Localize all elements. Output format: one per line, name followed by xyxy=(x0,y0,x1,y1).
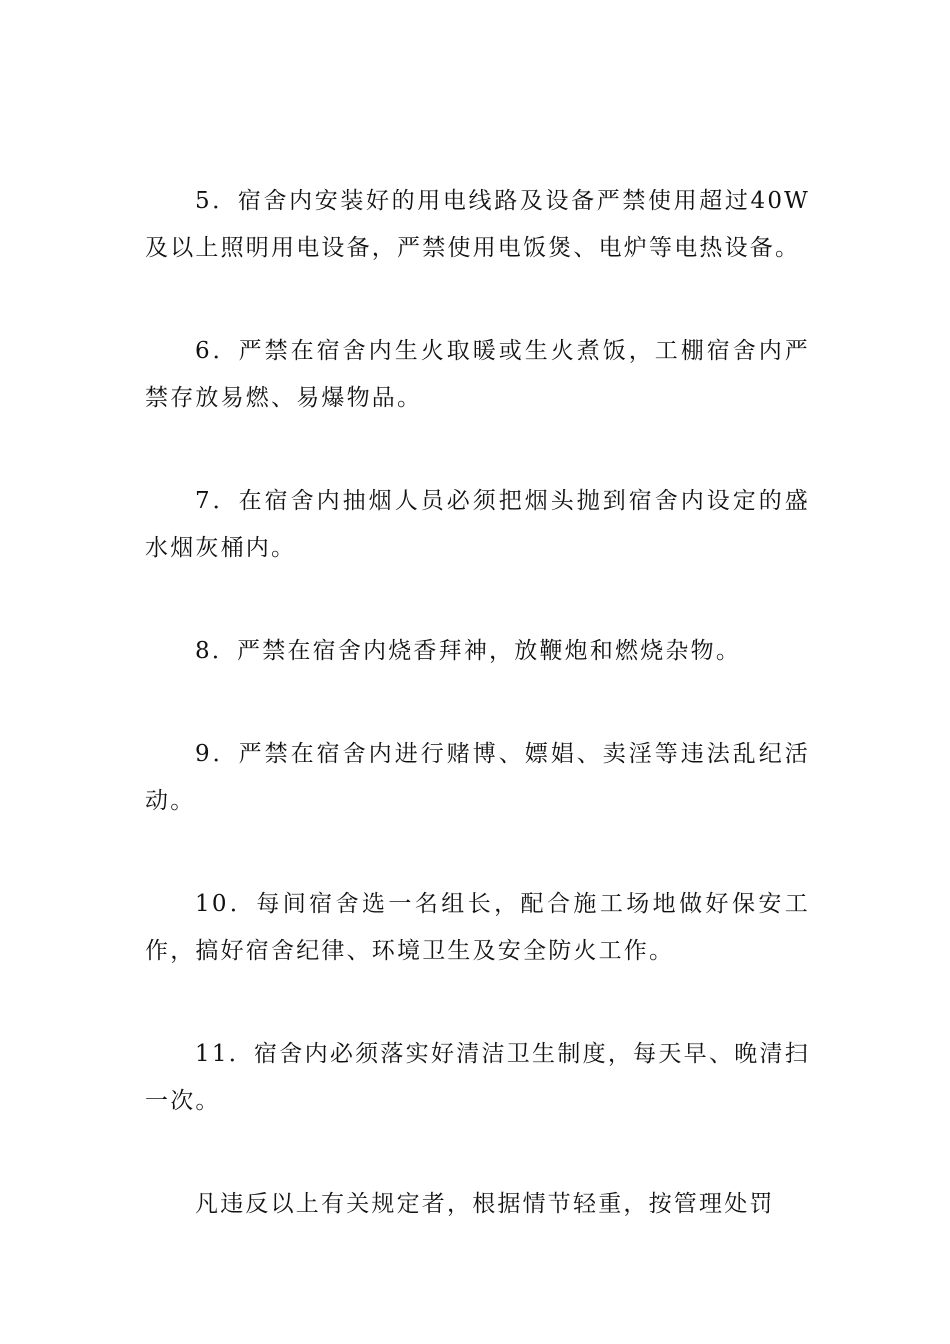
paragraph-rule-8: 8．严禁在宿舍内烧香拜神，放鞭炮和燃烧杂物。 xyxy=(195,638,742,664)
paragraph-rule-7: 7．在宿舍内抽烟人员必须把烟头抛到宿舍内设定的盛水烟灰桶内。 xyxy=(145,488,810,561)
paragraph-rule-11: 11．宿舍内必须落实好清洁卫生制度，每天早、晚清扫一次。 xyxy=(145,1041,810,1114)
document-body xyxy=(145,178,810,1284)
paragraph-rule-6: 6．严禁在宿舍内生火取暖或生火煮饭，工棚宿舍内严禁存放易燃、易爆物品。 xyxy=(145,338,810,411)
paragraph-rule-5: 5．宿舍内安装好的用电线路及设备严禁使用超过40W及以上照明用电设备，严禁使用电饭煲、电炉等电热设备。 xyxy=(145,188,810,261)
paragraph-penalty-clause: 凡违反以上有关规定者，根据情节轻重，按管理处罚 xyxy=(195,1191,775,1217)
paragraph-rule-10: 10．每间宿舍选一名组长，配合施工场地做好保安工作，搞好宿舍纪律、环境卫生及安全防火工作。 xyxy=(145,891,810,964)
paragraph-rule-9: 9．严禁在宿舍内进行赌博、嫖娼、卖淫等违法乱纪活动。 xyxy=(145,741,810,814)
